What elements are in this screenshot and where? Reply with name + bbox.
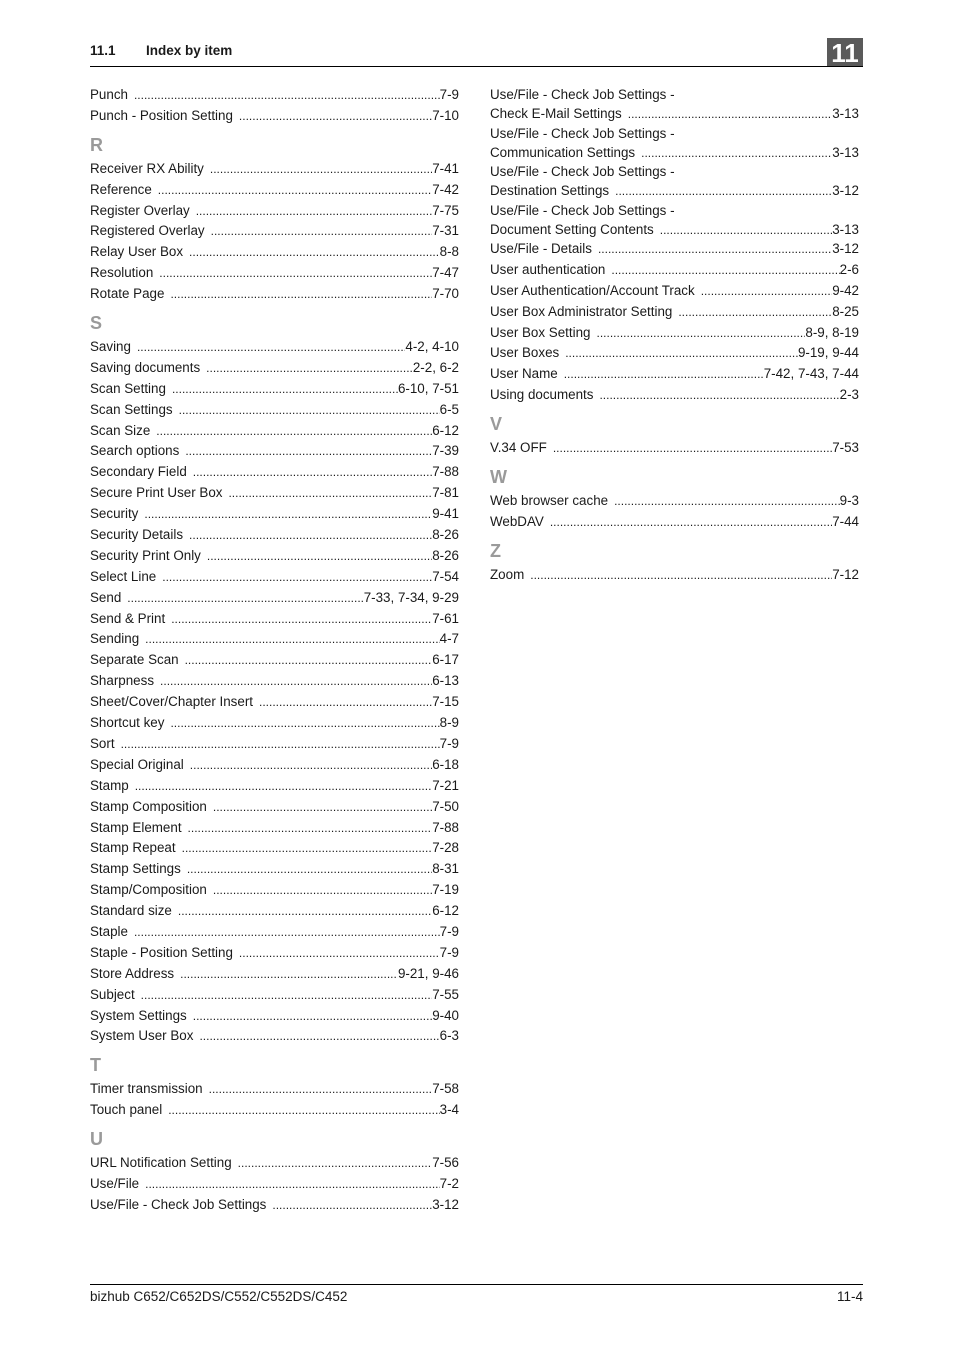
leader-dots (238, 1153, 433, 1174)
leader-dots (168, 1100, 439, 1121)
entry-pages: 7-9 (439, 735, 459, 751)
entry-pages: 7-39 (432, 443, 459, 459)
index-entry (90, 441, 459, 462)
entry-term: Standard size (90, 903, 172, 919)
leader-dots (596, 323, 805, 344)
entry-term: Sharpness (90, 673, 155, 689)
entry-pages: 6-18 (432, 756, 459, 772)
index-letter-r: R (90, 134, 103, 155)
entry-pages: 7-61 (432, 610, 459, 626)
entry-pages: 6-10, 7-51 (397, 380, 459, 396)
leader-dots (156, 421, 432, 442)
index-entry (90, 922, 459, 943)
index-entry (90, 421, 459, 442)
index-entry (490, 281, 859, 302)
entry-term: Touch panel (90, 1102, 163, 1118)
index-entry (90, 818, 459, 839)
leader-dots (180, 964, 398, 985)
section-number: 11.1 (90, 43, 116, 58)
entry-term: Check E-Mail Settings (490, 106, 622, 121)
leader-dots (598, 239, 832, 260)
entry-term: Saving (90, 339, 131, 355)
leader-dots (159, 263, 432, 284)
entry-term: Saving documents (90, 359, 201, 375)
index-entry (490, 323, 859, 344)
index-letter-z: Z (490, 540, 501, 561)
leader-dots (121, 734, 440, 755)
leader-dots (189, 242, 440, 263)
leader-dots (701, 281, 833, 302)
entry-pages: 6-17 (432, 652, 459, 668)
entry-term: Use/File (90, 1175, 140, 1191)
entry-term: User Boxes (490, 345, 560, 361)
entry-pages: 6-12 (432, 422, 459, 438)
entry-pages: 7-15 (432, 694, 459, 710)
entry-term: Search options (90, 443, 180, 459)
entry-pages: 8-9, 8-19 (805, 324, 859, 340)
leader-dots (660, 220, 832, 241)
entry-term: Stamp/Composition (90, 882, 207, 898)
entry-term: Sort (90, 735, 115, 751)
entry-term: Separate Scan (90, 652, 179, 668)
leader-dots (193, 1006, 432, 1027)
entry-term: Staple (90, 923, 128, 939)
entry-term: Communication Settings (490, 144, 636, 160)
index-entry (490, 364, 859, 385)
entry-pages: 9-40 (432, 1007, 459, 1023)
entry-pages: 3-13 (832, 106, 859, 121)
entry-pages: 7-56 (432, 1155, 459, 1171)
index-entry (90, 776, 459, 797)
index-entry (90, 180, 459, 201)
index-entry (90, 483, 459, 504)
entry-pages: 7-9 (439, 944, 459, 960)
entry-pages: 3-12 (832, 241, 859, 256)
index-letter-s: S (90, 313, 103, 334)
leader-dots (209, 1079, 433, 1100)
entry-term: User Name (490, 366, 558, 382)
leader-dots (259, 692, 432, 713)
entry-pages: 7-42, 7-43, 7-44 (763, 366, 859, 382)
entry-pages: 3-13 (832, 144, 859, 160)
leader-dots (239, 106, 432, 127)
entry-pages: 7-33, 7-34, 9-29 (363, 589, 459, 605)
entry-term: Special Original (90, 756, 184, 772)
index-letter-u: U (90, 1129, 103, 1150)
entry-term: Security Print Only (90, 547, 201, 563)
index-group-w (490, 491, 859, 533)
index-entry (490, 343, 859, 364)
entry-term: System User Box (90, 1028, 194, 1044)
index-group-u (90, 1153, 459, 1216)
index-entry (90, 713, 459, 734)
leader-dots (185, 650, 433, 671)
index-entry (490, 143, 859, 163)
index-entry-multiline (490, 201, 859, 240)
entry-term: Timer transmission (90, 1081, 203, 1097)
leader-dots (641, 143, 832, 164)
entry-term: User Box Administrator Setting (490, 303, 673, 319)
entry-pages: 3-13 (832, 221, 859, 237)
entry-pages: 7-9 (439, 923, 459, 939)
chapter-badge: 11 (827, 38, 863, 66)
entry-term: Receiver RX Ability (90, 160, 204, 176)
page-footer (90, 1284, 863, 1304)
leader-dots (145, 629, 439, 650)
index-entry (90, 985, 459, 1006)
entry-term: Using documents (490, 387, 594, 403)
entry-term: WebDAV (490, 513, 544, 529)
index-entry (490, 491, 859, 512)
entry-pages: 7-47 (432, 265, 459, 281)
leader-dots (137, 337, 405, 358)
leader-dots (553, 438, 832, 459)
leader-dots (678, 302, 832, 323)
index-entry-multiline (490, 162, 859, 201)
index-entry (90, 525, 459, 546)
entry-pages: 7-88 (432, 819, 459, 835)
entry-term: Resolution (90, 265, 154, 281)
index-group-user (490, 239, 859, 406)
entry-pages: 7-75 (432, 202, 459, 218)
leader-dots (158, 180, 432, 201)
entry-term: Security (90, 506, 139, 522)
entry-pages: 8-31 (432, 861, 459, 877)
leader-dots (160, 671, 432, 692)
entry-pages: 2-6 (839, 261, 859, 277)
entry-pages: 9-21, 9-46 (397, 965, 459, 981)
index-group-v (490, 438, 859, 459)
leader-dots (172, 379, 398, 400)
leader-dots (239, 943, 440, 964)
index-letter-t: T (90, 1055, 101, 1076)
entry-term: Secondary Field (90, 464, 187, 480)
index-entry (490, 104, 859, 124)
entry-term: Relay User Box (90, 244, 184, 260)
leader-dots (228, 483, 432, 504)
leader-dots (185, 441, 432, 462)
entry-pages: 8-25 (832, 303, 859, 319)
index-entry (90, 755, 459, 776)
index-entry (90, 1195, 459, 1216)
page-header (90, 38, 863, 67)
index-entry (90, 1100, 459, 1121)
index-group-pre (90, 85, 459, 127)
index-entry-multiline (490, 85, 859, 124)
entry-term: Document Setting Contents (490, 221, 654, 237)
entry-pages: 6-3 (439, 1028, 459, 1044)
leader-dots (179, 400, 440, 421)
entry-term: Sending (90, 631, 140, 647)
entry-pages: 7-19 (432, 882, 459, 898)
index-entry (90, 85, 459, 106)
index-entry (90, 106, 459, 127)
entry-term: Destination Settings (490, 183, 610, 198)
entry-pages: 6-5 (439, 401, 459, 417)
index-entry (490, 220, 859, 240)
index-entry (490, 239, 859, 260)
index-group-r (90, 159, 459, 305)
leader-dots (614, 491, 840, 512)
entry-pages: 2-2, 6-2 (412, 359, 459, 375)
leader-dots (144, 504, 432, 525)
entry-pages: 7-41 (432, 160, 459, 176)
index-entry (90, 838, 459, 859)
entry-term: Send (90, 589, 122, 605)
leader-dots (187, 859, 432, 880)
entry-term: Sheet/Cover/Chapter Insert (90, 694, 254, 710)
leader-dots (565, 343, 798, 364)
entry-pages: 2-3 (839, 387, 859, 403)
index-entry (90, 964, 459, 985)
index-entry (90, 201, 459, 222)
leader-dots (134, 922, 440, 943)
index-entry (90, 859, 459, 880)
index-group-t (90, 1079, 459, 1121)
entry-pages: 7-58 (432, 1081, 459, 1097)
entry-pages: 7-81 (432, 485, 459, 501)
index-entry (90, 159, 459, 180)
entry-term: Punch (90, 87, 128, 102)
entry-pages: 8-8 (439, 244, 459, 260)
entry-pages: 3-12 (832, 183, 859, 198)
index-entry (90, 504, 459, 525)
entry-pages: 7-28 (432, 840, 459, 856)
entry-pages: 8-9 (439, 715, 459, 731)
entry-term: V.34 OFF (490, 440, 547, 456)
index-entry (490, 512, 859, 533)
entry-term: URL Notification Setting (90, 1155, 232, 1171)
index-entry (90, 400, 459, 421)
entry-pages: 7-70 (432, 286, 459, 302)
leader-dots (213, 797, 432, 818)
entry-parent-term: Use/File - Check Job Settings - (490, 202, 675, 218)
index-entry (90, 1006, 459, 1027)
leader-dots (193, 462, 432, 483)
leader-dots (615, 181, 832, 202)
index-column-right (490, 85, 859, 586)
index-entry (90, 242, 459, 263)
entry-term: User Box Setting (490, 324, 591, 340)
leader-dots (135, 776, 432, 797)
entry-pages: 9-19, 9-44 (797, 345, 859, 361)
entry-term: Use/File - Details (490, 241, 592, 256)
leader-dots (272, 1195, 432, 1216)
entry-pages: 7-21 (432, 777, 459, 793)
index-letter-w: W (490, 467, 507, 488)
index-entry (490, 302, 859, 323)
leader-dots (170, 284, 432, 305)
leader-dots (550, 512, 832, 533)
index-entry (90, 1079, 459, 1100)
index-group-s (90, 337, 459, 1047)
index-entry (490, 385, 859, 406)
entry-pages: 7-42 (432, 181, 459, 197)
entry-term: Stamp (90, 777, 129, 793)
entry-term: Punch - Position Setting (90, 107, 233, 123)
entry-term: Use/File - Check Job Settings (90, 1196, 267, 1212)
entry-term: Web browser cache (490, 493, 609, 509)
leader-dots (178, 901, 432, 922)
index-entry (90, 462, 459, 483)
leader-dots (210, 159, 432, 180)
entry-term: System Settings (90, 1007, 187, 1023)
entry-pages: 8-26 (432, 547, 459, 563)
index-entry (90, 1174, 459, 1195)
leader-dots (162, 567, 432, 588)
index-entry (90, 629, 459, 650)
leader-dots (211, 221, 433, 242)
index-entry (90, 221, 459, 242)
entry-term: Registered Overlay (90, 223, 205, 239)
index-entry (490, 438, 859, 459)
index-entry (490, 565, 859, 586)
leader-dots (199, 1026, 439, 1047)
leader-dots (530, 565, 832, 586)
index-entry-multiline (490, 124, 859, 163)
entry-parent-term: Use/File - Check Job Settings - (490, 164, 675, 179)
entry-pages: 7-10 (432, 107, 459, 123)
page-number: 11-4 (836, 1289, 863, 1304)
leader-dots (599, 385, 839, 406)
entry-pages: 7-44 (832, 513, 859, 529)
entry-pages: 9-41 (432, 506, 459, 522)
entry-pages: 7-55 (432, 986, 459, 1002)
entry-term: Store Address (90, 965, 175, 981)
index-group-z (490, 565, 859, 586)
entry-term: Stamp Settings (90, 861, 181, 877)
entry-pages: 9-42 (832, 282, 859, 298)
leader-dots (188, 818, 433, 839)
entry-term: Stamp Repeat (90, 840, 176, 856)
index-entry (90, 880, 459, 901)
leader-dots (206, 358, 413, 379)
index-group-multiline (490, 85, 859, 239)
entry-pages: 7-53 (832, 440, 859, 456)
index-entry (90, 901, 459, 922)
leader-dots (127, 588, 363, 609)
leader-dots (141, 985, 433, 1006)
index-entry (90, 358, 459, 379)
index-entry (90, 1026, 459, 1047)
entry-pages: 3-4 (439, 1102, 459, 1118)
entry-pages: 6-12 (432, 903, 459, 919)
index-entry (90, 379, 459, 400)
entry-pages: 6-13 (432, 673, 459, 689)
index-entry (90, 943, 459, 964)
index-entry (90, 337, 459, 358)
entry-pages: 7-9 (439, 87, 459, 102)
entry-parent-term: Use/File - Check Job Settings - (490, 87, 675, 102)
section-title: Index by item (146, 43, 233, 58)
index-entry (90, 650, 459, 671)
leader-dots (170, 713, 439, 734)
leader-dots (611, 260, 839, 281)
index-entry (90, 692, 459, 713)
entry-pages: 3-12 (432, 1196, 459, 1212)
entry-term: Rotate Page (90, 286, 165, 302)
index-entry (90, 797, 459, 818)
entry-term: User authentication (490, 261, 606, 277)
leader-dots (171, 609, 432, 630)
entry-pages: 7-31 (432, 223, 459, 239)
entry-term: Send & Print (90, 610, 166, 626)
entry-term: Select Line (90, 568, 157, 584)
leader-dots (196, 201, 432, 222)
entry-term: Stamp Element (90, 819, 182, 835)
leader-dots (134, 85, 440, 106)
index-entry (90, 609, 459, 630)
index-letter-v: V (490, 414, 503, 435)
index-entry (90, 671, 459, 692)
leader-dots (190, 755, 432, 776)
entry-term: Register Overlay (90, 202, 190, 218)
index-entry (490, 260, 859, 281)
entry-pages: 7-12 (832, 566, 859, 582)
entry-pages: 8-26 (432, 527, 459, 543)
entry-pages: 4-7 (439, 631, 459, 647)
entry-parent-term: Use/File - Check Job Settings - (490, 125, 675, 141)
entry-term: Secure Print User Box (90, 485, 223, 501)
entry-term: Scan Setting (90, 380, 166, 396)
index-entry (90, 588, 459, 609)
entry-term: Zoom (490, 566, 525, 582)
index-entry (90, 734, 459, 755)
index-entry (90, 546, 459, 567)
leader-dots (182, 838, 433, 859)
leader-dots (213, 880, 432, 901)
index-entry (90, 284, 459, 305)
entry-term: Subject (90, 986, 135, 1002)
entry-term: Scan Settings (90, 401, 173, 417)
index-entry (90, 567, 459, 588)
index-column-left (90, 85, 459, 1216)
entry-term: Staple - Position Setting (90, 944, 233, 960)
entry-pages: 4-2, 4-10 (405, 339, 459, 355)
leader-dots (145, 1174, 440, 1195)
entry-pages: 7-88 (432, 464, 459, 480)
leader-dots (564, 364, 764, 385)
entry-pages: 7-50 (432, 798, 459, 814)
leader-dots (628, 104, 832, 125)
index-entry (90, 1153, 459, 1174)
entry-term: Reference (90, 181, 152, 197)
leader-dots (207, 546, 432, 567)
entry-pages: 7-54 (432, 568, 459, 584)
entry-term: User Authentication/Account Track (490, 282, 695, 298)
leader-dots (189, 525, 432, 546)
entry-pages: 7-2 (439, 1175, 459, 1191)
entry-pages: 9-3 (839, 493, 859, 509)
index-entry (90, 263, 459, 284)
model-name: bizhub C652/C652DS/C552/C552DS/C452 (90, 1289, 348, 1304)
entry-term: Security Details (90, 527, 184, 543)
entry-term: Stamp Composition (90, 798, 207, 814)
index-entry (490, 181, 859, 201)
entry-term: Shortcut key (90, 715, 165, 731)
entry-term: Scan Size (90, 422, 151, 438)
